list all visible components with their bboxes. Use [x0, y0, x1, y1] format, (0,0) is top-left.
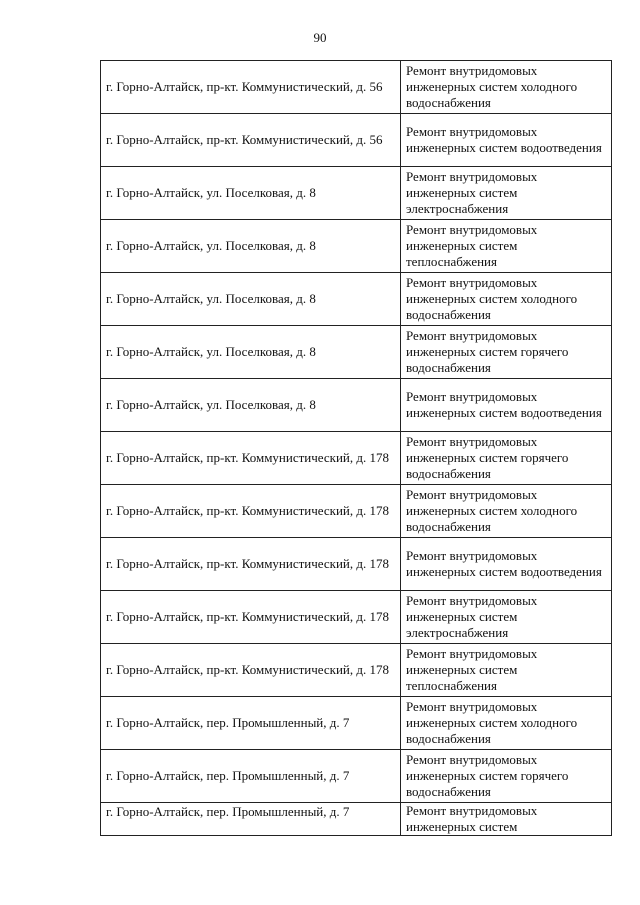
address-cell: г. Горно-Алтайск, пр-кт. Коммунистический, д. 56 [101, 114, 401, 167]
work-cell: Ремонт внутридомовых инженерных систем холодного водоснабжения [401, 697, 612, 750]
address-cell: г. Горно-Алтайск, пр-кт. Коммунистический, д. 178 [101, 644, 401, 697]
work-cell: Ремонт внутридомовых инженерных систем горячего водоснабжения [401, 326, 612, 379]
table-row [101, 432, 612, 485]
address-cell: г. Горно-Алтайск, ул. Поселковая, д. 8 [101, 379, 401, 432]
address-cell: г. Горно-Алтайск, ул. Поселковая, д. 8 [101, 167, 401, 220]
work-cell: Ремонт внутридомовых инженерных систем теплоснабжения [401, 220, 612, 273]
address-cell: г. Горно-Алтайск, пр-кт. Коммунистический, д. 178 [101, 591, 401, 644]
table-row [101, 697, 612, 750]
table-row [101, 114, 612, 167]
work-cell: Ремонт внутридомовых инженерных систем водоотведения [401, 538, 612, 591]
work-cell: Ремонт внутридомовых инженерных систем электроснабжения [401, 591, 612, 644]
table-row [101, 220, 612, 273]
table-row [101, 591, 612, 644]
address-cell: г. Горно-Алтайск, ул. Поселковая, д. 8 [101, 220, 401, 273]
work-cell: Ремонт внутридомовых инженерных систем электроснабжения [401, 167, 612, 220]
table-row [101, 644, 612, 697]
work-cell: Ремонт внутридомовых инженерных систем холодного водоснабжения [401, 61, 612, 114]
table-row [101, 167, 612, 220]
work-cell: Ремонт внутридомовых инженерных систем водоотведения [401, 114, 612, 167]
work-cell: Ремонт внутридомовых инженерных систем холодного водоснабжения [401, 273, 612, 326]
address-cell: г. Горно-Алтайск, пр-кт. Коммунистический, д. 56 [101, 61, 401, 114]
work-cell: Ремонт внутридомовых инженерных систем теплоснабжения [401, 644, 612, 697]
work-cell: Ремонт внутридомовых инженерных систем горячего водоснабжения [401, 432, 612, 485]
table-row [101, 379, 612, 432]
table-row [101, 803, 612, 836]
work-cell: Ремонт внутридомовых инженерных систем водоотведения [401, 379, 612, 432]
table-row [101, 538, 612, 591]
page-number: 90 [313, 30, 327, 45]
address-cell: г. Горно-Алтайск, ул. Поселковая, д. 8 [101, 326, 401, 379]
address-cell: г. Горно-Алтайск, пр-кт. Коммунистический, д. 178 [101, 432, 401, 485]
address-cell: г. Горно-Алтайск, пр-кт. Коммунистический, д. 178 [101, 538, 401, 591]
table-row [101, 485, 612, 538]
address-cell: г. Горно-Алтайск, пр-кт. Коммунистический, д. 178 [101, 485, 401, 538]
table-row [101, 273, 612, 326]
table-row [101, 61, 612, 114]
address-cell: г. Горно-Алтайск, пер. Промышленный, д. 7 [101, 750, 401, 803]
table-row [101, 750, 612, 803]
work-cell: Ремонт внутридомовых инженерных систем холодного водоснабжения [401, 485, 612, 538]
work-cell: Ремонт внутридомовых инженерных систем [401, 803, 612, 836]
table-row [101, 326, 612, 379]
work-cell: Ремонт внутридомовых инженерных систем горячего водоснабжения [401, 750, 612, 803]
address-cell: г. Горно-Алтайск, пер. Промышленный, д. 7 [101, 803, 401, 836]
address-cell: г. Горно-Алтайск, ул. Поселковая, д. 8 [101, 273, 401, 326]
address-cell: г. Горно-Алтайск, пер. Промышленный, д. 7 [101, 697, 401, 750]
works-table [100, 60, 612, 836]
